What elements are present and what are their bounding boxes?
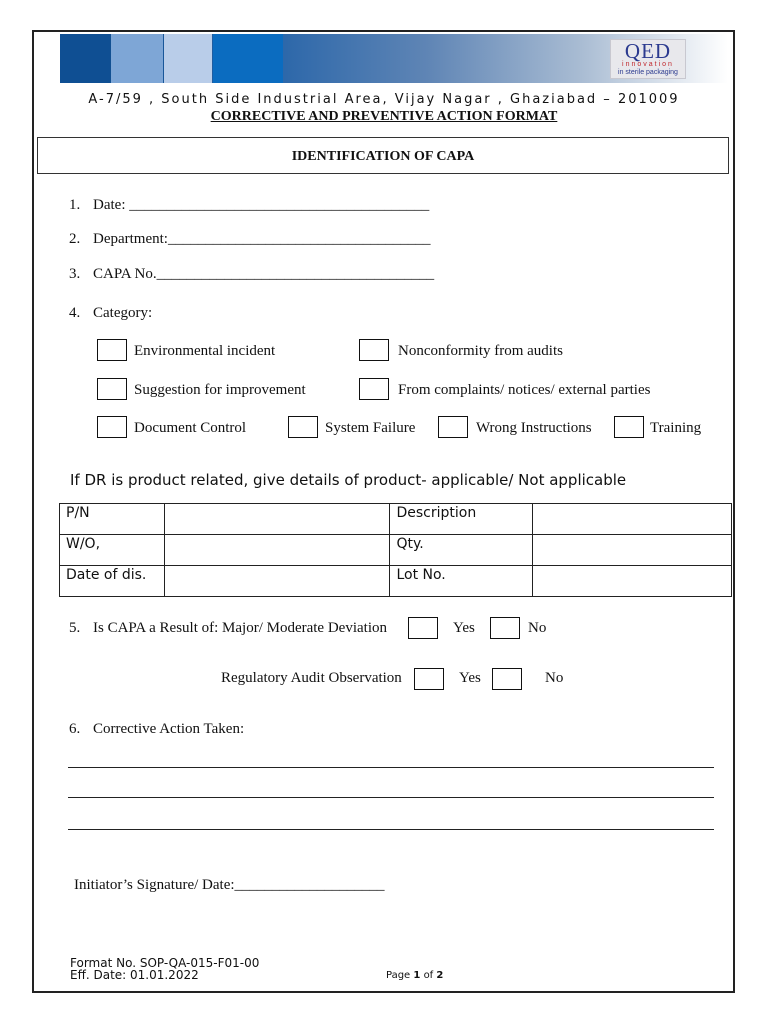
banner-block-4 xyxy=(213,34,283,83)
label-system-failure: System Failure xyxy=(325,420,416,436)
logo-line2: in sterile packaging xyxy=(618,69,678,76)
regulatory-audit-text: Regulatory Audit Observation xyxy=(221,670,402,686)
cell-description-value[interactable] xyxy=(533,504,732,535)
cell-date-dis-value[interactable] xyxy=(164,566,390,597)
checkbox-system-failure[interactable] xyxy=(288,416,318,438)
label-document-control: Document Control xyxy=(134,420,247,436)
company-logo xyxy=(610,39,686,79)
company-address: A-7/59 , South Side Industrial Area, Vijay Nagar , Ghaziabad – 201009 xyxy=(88,92,680,107)
field-category-number: 4. xyxy=(69,305,81,321)
label-nonconformity: Nonconformity from audits xyxy=(398,343,563,359)
cell-date-dis-label: Date of dis. xyxy=(60,566,165,597)
field-department-number: 2. xyxy=(69,231,81,247)
label-deviation-yes: Yes xyxy=(453,620,475,636)
question5-text: Is CAPA a Result of: Major/ Moderate Deviation xyxy=(93,620,387,636)
page-total: 2 xyxy=(436,970,444,981)
cell-wo-value[interactable] xyxy=(164,535,390,566)
cell-pn-label: P/N xyxy=(60,504,165,535)
label-suggestion: Suggestion for improvement xyxy=(134,382,306,398)
checkbox-document-control[interactable] xyxy=(97,416,127,438)
document-title: CORRECTIVE AND PREVENTIVE ACTION FORMAT xyxy=(210,109,558,124)
question6-text: Corrective Action Taken: xyxy=(93,721,245,737)
field-capa-no[interactable]: CAPA No._____________________________________ xyxy=(93,266,435,282)
field-department[interactable]: Department:___________________________________ xyxy=(93,231,431,247)
checkbox-wrong-instructions[interactable] xyxy=(438,416,468,438)
initiator-signature-field[interactable]: Initiator’s Signature/ Date:____________________ xyxy=(74,877,385,893)
section-title: IDENTIFICATION OF CAPA xyxy=(37,137,729,174)
checkbox-audit-yes[interactable] xyxy=(414,668,444,690)
footer-format-no: Format No. SOP-QA-015-F01-00 xyxy=(70,956,260,970)
label-audit-yes: Yes xyxy=(459,670,481,686)
field-date-number: 1. xyxy=(69,197,81,213)
cell-lot-value[interactable] xyxy=(533,566,732,597)
field-date[interactable]: Date: ________________________________________ xyxy=(93,197,430,213)
cell-lot-label: Lot No. xyxy=(390,566,533,597)
label-audit-no: No xyxy=(545,670,564,686)
table-row xyxy=(60,535,732,566)
cell-qty-label: Qty. xyxy=(390,535,533,566)
logo-line1: innovation xyxy=(622,61,674,68)
corrective-action-line-3[interactable] xyxy=(68,829,714,830)
checkbox-training[interactable] xyxy=(614,416,644,438)
label-training: Training xyxy=(650,420,702,436)
label-complaints: From complaints/ notices/ external parties xyxy=(398,382,651,398)
table-row xyxy=(60,504,732,535)
checkbox-environmental[interactable] xyxy=(97,339,127,361)
cell-description-label: Description xyxy=(390,504,533,535)
checkbox-complaints[interactable] xyxy=(359,378,389,400)
page-word: Page xyxy=(386,970,411,981)
cell-wo-label: W/O, xyxy=(60,535,165,566)
label-deviation-no: No xyxy=(528,620,547,636)
field-category-label: Category: xyxy=(93,305,153,321)
label-environmental: Environmental incident xyxy=(134,343,276,359)
field-capa-no-number: 3. xyxy=(69,266,81,282)
product-intro: If DR is product related, give details of product- applicable/ Not applicable xyxy=(70,471,627,489)
checkbox-nonconformity[interactable] xyxy=(359,339,389,361)
question5-number: 5. xyxy=(69,620,81,636)
banner-block-3 xyxy=(164,34,212,83)
of-word: of xyxy=(423,970,434,981)
banner-block-1 xyxy=(60,34,110,83)
cell-qty-value[interactable] xyxy=(533,535,732,566)
checkbox-audit-no[interactable] xyxy=(492,668,522,690)
product-table xyxy=(59,503,732,597)
logo-brand: QED xyxy=(624,39,672,63)
question6-number: 6. xyxy=(69,721,81,737)
checkbox-deviation-no[interactable] xyxy=(490,617,520,639)
label-wrong-instructions: Wrong Instructions xyxy=(476,420,592,436)
cell-pn-value[interactable] xyxy=(164,504,390,535)
checkbox-suggestion[interactable] xyxy=(97,378,127,400)
footer-page-number xyxy=(386,970,443,981)
table-row xyxy=(60,566,732,597)
corrective-action-line-1[interactable] xyxy=(68,767,714,768)
footer-eff-date: Eff. Date: 01.01.2022 xyxy=(70,968,199,982)
page-current: 1 xyxy=(413,970,421,981)
checkbox-deviation-yes[interactable] xyxy=(408,617,438,639)
banner-block-2 xyxy=(111,34,163,83)
corrective-action-line-2[interactable] xyxy=(68,797,714,798)
